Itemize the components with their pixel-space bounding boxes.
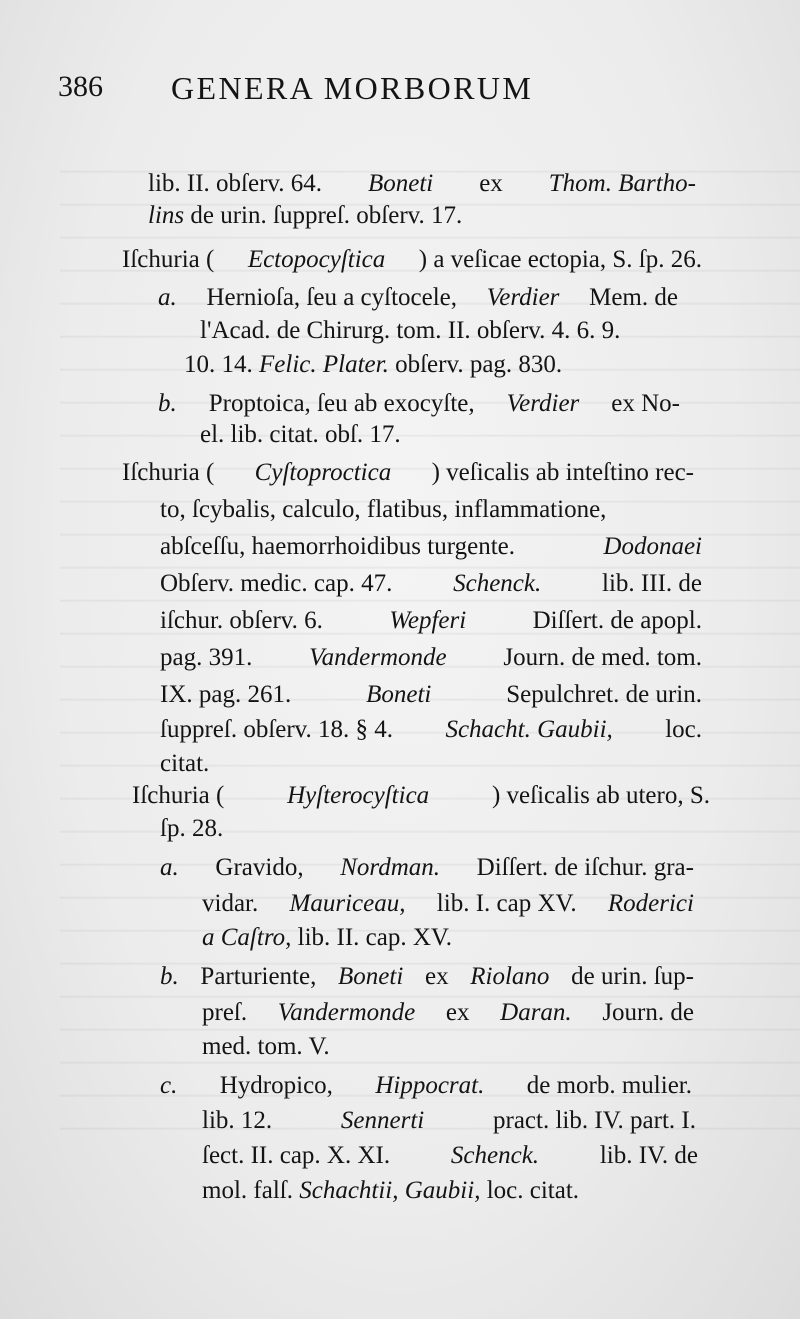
text-segment: ) veſicalis ab inteſtino rec- bbox=[431, 459, 694, 486]
italic-segment: Thom. Bartho- bbox=[548, 170, 696, 197]
text-segment: Sepulchret. de urin. bbox=[499, 681, 702, 708]
text-segment: med. tom. V. bbox=[202, 1033, 330, 1060]
text-segment: lib. 12. bbox=[202, 1107, 279, 1134]
text-segment: preſ. bbox=[202, 999, 254, 1026]
italic-segment: Hyſterocyſtica bbox=[287, 782, 430, 809]
text-segment: iſchur. obſerv. 6. bbox=[160, 607, 330, 634]
italic-segment: Ectopocyſtica bbox=[247, 246, 386, 273]
text-segment: de morb. mulier. bbox=[520, 1072, 692, 1099]
text-line bbox=[202, 997, 694, 1029]
text-line bbox=[160, 714, 702, 746]
text-segment: Journ. de bbox=[596, 999, 694, 1026]
text-segment: citat. bbox=[160, 750, 210, 777]
text-segment: pag. 391. bbox=[160, 644, 259, 671]
running-title: GENERA MORBORUM bbox=[171, 70, 534, 106]
text-segment: Proptoica, ſeu ab exocyſte, bbox=[202, 390, 481, 417]
text-segment: Gravido, bbox=[209, 854, 310, 881]
text-segment: Parturiente, bbox=[194, 963, 323, 990]
italic-segment: Boneti bbox=[367, 170, 434, 197]
text-segment: ſp. 28. bbox=[160, 815, 224, 842]
text-line bbox=[202, 922, 452, 954]
italic-segment: Schenck. bbox=[453, 570, 542, 597]
text-segment: ex No- bbox=[605, 390, 680, 417]
text-segment: ex bbox=[472, 170, 510, 197]
text-segment: vidar. bbox=[202, 890, 265, 917]
text-line bbox=[132, 780, 710, 812]
italic-segment: Daran. bbox=[500, 999, 572, 1026]
text-segment: loc. bbox=[658, 716, 702, 743]
text-segment: ſuppreſ. obſerv. 18. § 4. bbox=[160, 716, 400, 743]
italic-segment: Vandermonde bbox=[277, 999, 416, 1026]
italic-segment: Schenck. bbox=[450, 1142, 540, 1169]
italic-segment: lins bbox=[148, 202, 185, 229]
text-line bbox=[200, 315, 680, 347]
text-segment: lib. II. obſerv. 64. bbox=[148, 170, 329, 197]
text-segment: lib. IV. de bbox=[593, 1142, 698, 1169]
text-segment: l'Acad. de Chirurg. tom. II. obſerv. 4. 6. 9. bbox=[200, 317, 621, 344]
italic-segment: Mauriceau, bbox=[289, 890, 406, 917]
text-line bbox=[202, 1105, 696, 1137]
text-segment: mol. falſ. bbox=[202, 1177, 300, 1204]
italic-segment: Boneti bbox=[338, 963, 404, 990]
text-segment: ex bbox=[418, 963, 455, 990]
text-line bbox=[148, 168, 696, 200]
text-line bbox=[160, 961, 694, 993]
italic-segment: Verdier bbox=[486, 284, 560, 311]
text-line bbox=[202, 1140, 698, 1172]
text-segment: lib. III. de bbox=[595, 570, 702, 597]
text-segment: ex bbox=[439, 999, 476, 1026]
text-line bbox=[160, 1070, 692, 1102]
text-segment: ) veſicalis ab utero, S. bbox=[491, 782, 710, 809]
text-segment: ſect. II. cap. X. XI. bbox=[202, 1142, 397, 1169]
text-segment: abſceſſu, haemorrhoidibus turgente. bbox=[160, 533, 522, 560]
text-segment: lib. II. cap. XV. bbox=[291, 924, 452, 951]
text-line bbox=[160, 852, 694, 884]
text-segment: Iſchuria ( bbox=[122, 246, 215, 273]
italic-segment: Wepferi bbox=[389, 607, 467, 634]
text-segment: lib. I. cap XV. bbox=[430, 890, 583, 917]
text-segment: pract. lib. IV. part. I. bbox=[486, 1107, 696, 1134]
text-line bbox=[122, 457, 694, 489]
text-segment: 10. 14. bbox=[184, 351, 259, 378]
text-segment: Mem. de bbox=[582, 284, 678, 311]
italic-segment: a. bbox=[158, 284, 177, 311]
text-segment: loc. citat. bbox=[480, 1177, 580, 1204]
text-segment: ) a veſicae ectopia, S. ſp. 26. bbox=[418, 246, 702, 273]
page-number: 386 bbox=[58, 70, 103, 103]
italic-segment: Roderici bbox=[607, 890, 694, 917]
text-line bbox=[158, 282, 678, 314]
italic-segment: Schacht. Gaubii, bbox=[445, 716, 613, 743]
text-segment: el. lib. citat. obſ. 17. bbox=[200, 421, 401, 448]
text-line bbox=[158, 388, 680, 420]
italic-segment: a. bbox=[160, 854, 179, 881]
text-segment: de urin. ſup- bbox=[564, 963, 694, 990]
text-line bbox=[200, 419, 401, 451]
text-line bbox=[160, 813, 223, 845]
text-line bbox=[202, 1175, 579, 1207]
text-segment: Iſchuria ( bbox=[122, 459, 215, 486]
text-line bbox=[160, 531, 702, 563]
text-segment: to, ſcybalis, calculo, flatibus, inflammatione, bbox=[160, 496, 607, 523]
text-line bbox=[202, 1031, 330, 1063]
text-segment: Iſchuria ( bbox=[132, 782, 225, 809]
italic-segment: Felic. Plater. bbox=[259, 351, 389, 378]
italic-segment: Cyſtoproctica bbox=[254, 459, 392, 486]
text-line bbox=[184, 349, 562, 381]
text-segment: Obſerv. medic. cap. 47. bbox=[160, 570, 399, 597]
text-line bbox=[160, 679, 702, 711]
text-segment: Hydropico, bbox=[213, 1072, 340, 1099]
italic-segment: Sennerti bbox=[340, 1107, 425, 1134]
italic-segment: Nordman. bbox=[340, 854, 441, 881]
text-segment: Journ. de med. tom. bbox=[497, 644, 702, 671]
text-segment: IX. pag. 261. bbox=[160, 681, 298, 708]
italic-segment: c. bbox=[160, 1072, 178, 1099]
italic-segment: b. bbox=[160, 963, 179, 990]
text-line bbox=[160, 748, 209, 780]
text-segment: Diſſert. de apopl. bbox=[526, 607, 702, 634]
italic-segment: Hippocrat. bbox=[375, 1072, 485, 1099]
text-line bbox=[160, 568, 702, 600]
text-line bbox=[160, 494, 702, 526]
italic-segment: Riolano bbox=[470, 963, 550, 990]
italic-segment: Dodonaei bbox=[603, 533, 702, 560]
text-segment: obſerv. pag. 830. bbox=[388, 351, 563, 378]
text-segment: Hernioſa, ſeu a cyſtocele, bbox=[200, 284, 464, 311]
text-line bbox=[160, 642, 702, 674]
text-segment: Diſſert. de iſchur. gra- bbox=[470, 854, 694, 881]
italic-segment: Schachtii, Gaubii, bbox=[299, 1177, 481, 1204]
text-line bbox=[160, 605, 702, 637]
italic-segment: Vandermonde bbox=[309, 644, 447, 671]
text-line bbox=[148, 200, 462, 232]
italic-segment: b. bbox=[158, 390, 177, 417]
text-line bbox=[122, 244, 702, 276]
italic-segment: Verdier bbox=[506, 390, 580, 417]
text-line bbox=[202, 888, 694, 920]
italic-segment: a Caſtro, bbox=[202, 924, 292, 951]
text-segment: de urin. ſuppreſ. obſerv. 17. bbox=[184, 202, 463, 229]
italic-segment: Boneti bbox=[366, 681, 432, 708]
